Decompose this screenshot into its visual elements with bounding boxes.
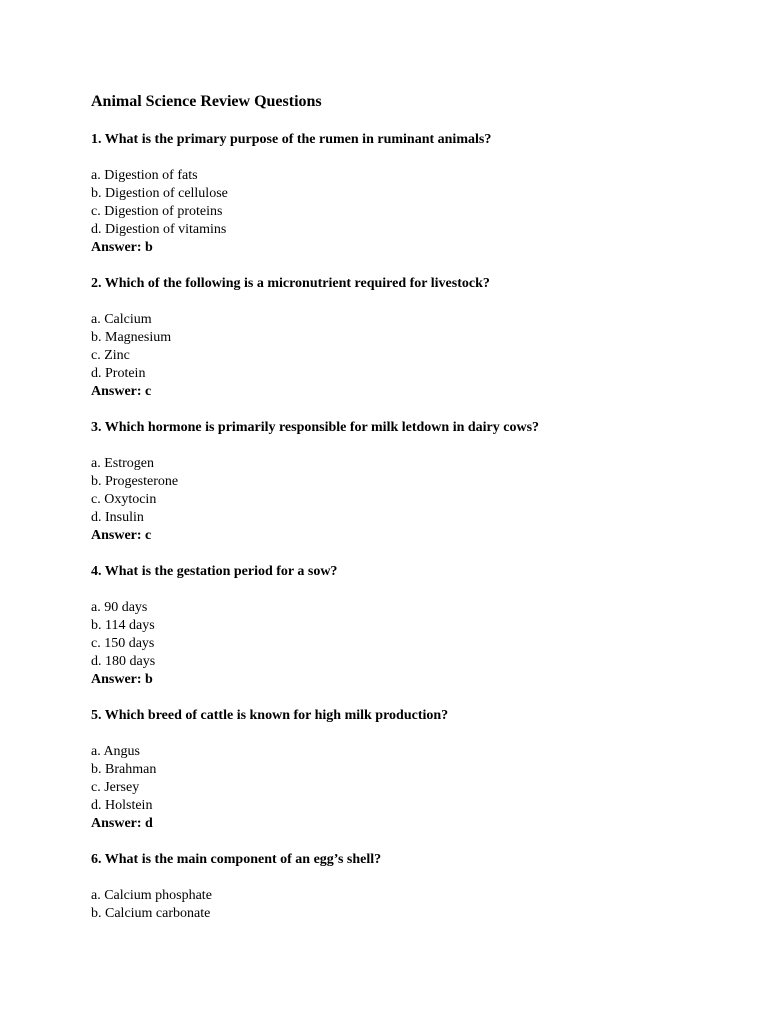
question-text: 1. What is the primary purpose of the rumen in ruminant animals? <box>91 132 492 147</box>
option-d: d. Protein <box>91 366 146 381</box>
question-text: 5. Which breed of cattle is known for high milk production? <box>91 708 449 723</box>
option-c: c. 150 days <box>91 636 155 651</box>
question-list <box>91 131 711 941</box>
question-text: 2. Which of the following is a micronutrient required for livestock? <box>91 276 490 291</box>
option-c: c. Digestion of proteins <box>91 204 223 219</box>
document-title: Animal Science Review Questions <box>91 93 322 110</box>
question-2 <box>91 275 711 401</box>
option-a: a. Digestion of fats <box>91 168 198 183</box>
question-text: 4. What is the gestation period for a sow? <box>91 564 338 579</box>
option-b: b. Brahman <box>91 762 157 777</box>
question-3 <box>91 419 711 545</box>
question-4 <box>91 563 711 689</box>
question-text: 3. Which hormone is primarily responsible for milk letdown in dairy cows? <box>91 420 540 435</box>
answer: Answer: c <box>91 384 152 399</box>
option-d: d. Holstein <box>91 798 153 813</box>
question-text: 6. What is the main component of an egg’s shell? <box>91 852 382 867</box>
option-b: b. Magnesium <box>91 330 172 345</box>
answer: Answer: b <box>91 672 153 687</box>
option-a: a. Calcium <box>91 312 152 327</box>
option-b: b. 114 days <box>91 618 155 633</box>
option-a: a. Calcium phosphate <box>91 888 212 903</box>
option-c: c. Zinc <box>91 348 130 363</box>
option-c: c. Oxytocin <box>91 492 157 507</box>
option-b: b. Calcium carbonate <box>91 906 211 921</box>
option-d: d. 180 days <box>91 654 156 669</box>
option-c: c. Jersey <box>91 780 140 795</box>
answer: Answer: c <box>91 528 152 543</box>
option-a: a. Estrogen <box>91 456 154 471</box>
question-5 <box>91 707 711 833</box>
option-a: a. 90 days <box>91 600 148 615</box>
question-1 <box>91 131 711 257</box>
answer: Answer: d <box>91 816 153 831</box>
option-d: d. Digestion of vitamins <box>91 222 227 237</box>
answer: Answer: b <box>91 240 153 255</box>
question-6 <box>91 851 711 923</box>
option-b: b. Digestion of cellulose <box>91 186 228 201</box>
option-d: d. Insulin <box>91 510 144 525</box>
option-b: b. Progesterone <box>91 474 179 489</box>
option-a: a. Angus <box>91 744 140 759</box>
